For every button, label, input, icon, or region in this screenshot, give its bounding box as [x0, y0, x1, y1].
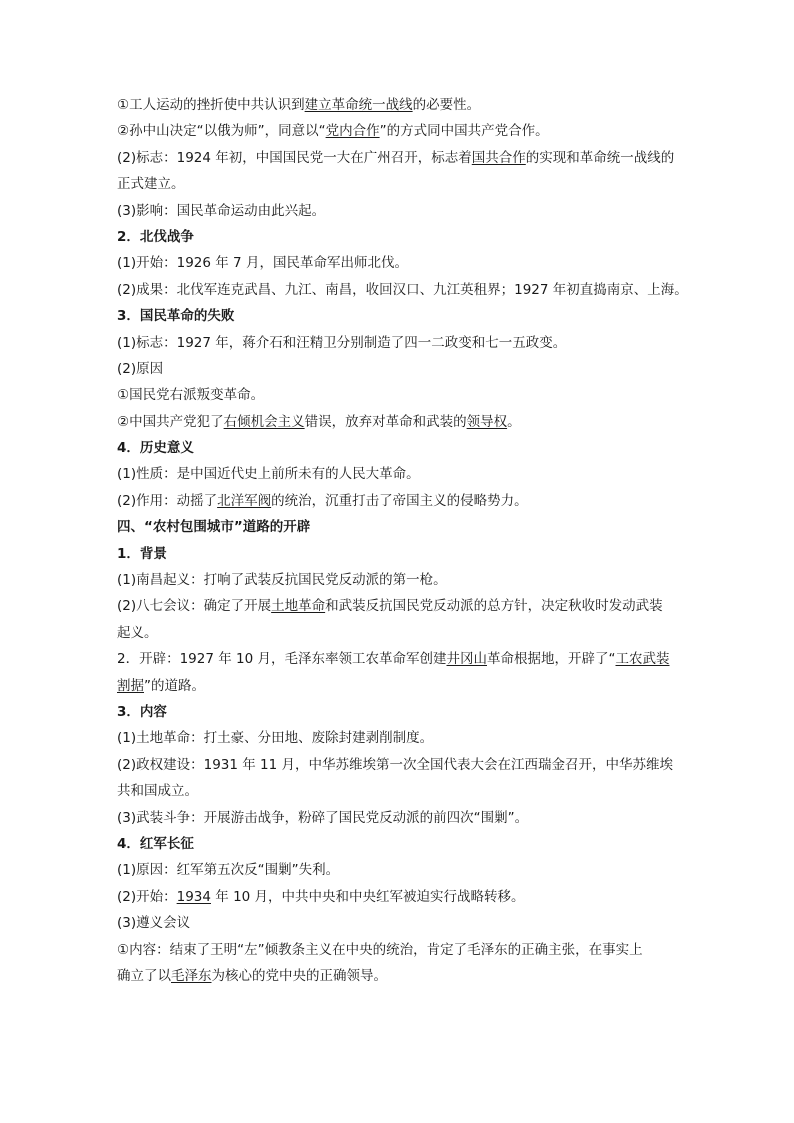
text-segment: (1)性质：是中国近代史上前所未有的人民大革命。	[117, 466, 420, 483]
text-segment: ”的道路。	[144, 677, 205, 694]
text-line	[117, 118, 682, 144]
text-line	[117, 884, 682, 910]
text-segment: 的必要性。	[412, 97, 481, 113]
text-line	[117, 752, 682, 778]
section-heading	[117, 303, 682, 329]
text-line	[117, 171, 682, 197]
text-line	[117, 857, 682, 883]
text-line	[117, 963, 682, 989]
section-heading	[117, 514, 682, 540]
text-segment: (1)土地革命：打土豪、分田地、废除封建剥削制度。	[117, 730, 434, 747]
section-heading	[117, 541, 682, 567]
underlined-key-term: 党内合作	[325, 123, 380, 140]
section-heading	[117, 699, 682, 725]
text-line	[117, 805, 682, 831]
text-segment: ②孙中山决定“以俄为师”，同意以“	[117, 123, 326, 140]
text-line	[117, 646, 682, 672]
text-line	[117, 620, 682, 646]
text-segment: (2)标志：1924 年初，中国国民党一大在广州召开，标志着	[117, 149, 472, 166]
document-page	[117, 92, 688, 989]
text-segment: 的统治，沉重打击了帝国主义的侵略势力。	[271, 492, 528, 509]
underlined-key-term: 土地革命	[271, 598, 326, 615]
text-line	[117, 198, 682, 224]
underlined-key-term: 建立革命统一战线	[304, 97, 413, 113]
text-segment: 。	[507, 413, 521, 430]
underlined-key-term: 国共合作	[471, 149, 526, 166]
text-segment: 4．历史意义	[117, 440, 194, 457]
text-line	[117, 488, 682, 514]
text-segment: ①工人运动的挫折使中共认识到	[117, 97, 305, 113]
text-segment: 3．内容	[117, 703, 167, 720]
underlined-key-term: 右倾机会主义	[223, 413, 305, 430]
text-segment: ①内容：结束了王明“左”倾教条主义在中央的统治，肯定了毛泽东的正确主张，在事实上	[117, 941, 643, 958]
text-segment: ①国民党右派叛变革命。	[117, 387, 265, 404]
underlined-key-term: 毛泽东	[171, 967, 212, 984]
text-line	[117, 725, 682, 751]
text-segment: (3)遵义会议	[117, 915, 191, 932]
underlined-key-term: 割据	[117, 677, 144, 694]
underlined-key-term: 井冈山	[446, 651, 487, 668]
text-segment: 2．开辟：1927 年 10 月，毛泽东率领工农革命军创建	[117, 651, 447, 668]
text-segment: 的实现和革命统一战线的	[525, 149, 675, 166]
text-segment: 错误，放弃对革命和武装的	[304, 413, 467, 430]
text-line	[117, 277, 688, 303]
text-segment: ”的方式同中国共产党合作。	[379, 123, 549, 140]
text-segment: (2)成果：北伐军连克武昌、九江、南昌，收回汉口、九江英租界；1927 年初直捣南京、上海。	[117, 281, 688, 298]
text-line	[117, 382, 682, 408]
text-segment: (1)标志：1927 年，蒋介石和汪精卫分别制造了四一二政变和七一五政变。	[117, 334, 567, 351]
text-line	[117, 409, 682, 435]
text-segment: 正式建立。	[117, 176, 185, 193]
text-segment: 为核心的党中央的正确领导。	[211, 967, 387, 984]
text-line	[117, 461, 682, 487]
text-segment: 1．背景	[117, 545, 167, 562]
text-segment: 确立了以	[117, 967, 171, 984]
text-line	[117, 567, 682, 593]
text-segment: 共和国成立。	[117, 783, 198, 800]
text-segment: 年 10 月，中共中央和中央红军被迫实行战略转移。	[210, 888, 525, 905]
text-segment: (2)作用：动摇了	[117, 492, 218, 509]
underlined-key-term: 工农武装	[615, 651, 670, 668]
text-segment: ②中国共产党犯了	[117, 413, 224, 430]
text-segment: 四、“农村包围城市”道路的开辟	[117, 519, 311, 536]
text-segment: 起义。	[117, 624, 158, 641]
text-segment: 3．国民革命的失败	[117, 308, 235, 325]
text-segment: (2)原因	[117, 360, 164, 377]
text-line	[117, 250, 682, 276]
text-segment: (1)原因：红军第五次反“围剿”失利。	[117, 862, 340, 879]
text-line	[117, 937, 682, 963]
text-segment: (3)影响：国民革命运动由此兴起。	[117, 202, 326, 219]
text-line	[117, 778, 682, 804]
text-line	[117, 330, 682, 356]
text-segment: (1)南昌起义：打响了武装反抗国民党反动派的第一枪。	[117, 572, 447, 589]
text-line	[117, 145, 682, 171]
text-segment: (1)开始：1926 年 7 月，国民革命军出师北伐。	[117, 255, 408, 272]
underlined-key-term: 领导权	[466, 413, 508, 430]
text-segment: (2)开始：	[117, 888, 177, 905]
section-heading	[117, 831, 682, 857]
text-segment: (2)八七会议：确定了开展	[117, 598, 272, 615]
text-segment: 革命根据地，开辟了“	[487, 651, 616, 668]
underlined-key-term: 北洋军阀	[217, 492, 272, 509]
text-line	[117, 92, 682, 118]
text-line	[117, 593, 682, 619]
text-segment: 和武装反抗国民党反动派的总方针，决定秋收时发动武装	[325, 598, 663, 615]
text-segment: 4．红军长征	[117, 835, 194, 852]
text-segment: (2)政权建设：1931 年 11 月，中华苏维埃第一次全国代表大会在江西瑞金召开，中华苏维埃	[117, 756, 674, 773]
text-line	[117, 356, 682, 382]
text-segment: 2．北伐战争	[117, 228, 194, 245]
text-line	[117, 673, 682, 699]
text-line	[117, 910, 682, 936]
underlined-key-term: 1934	[176, 888, 211, 905]
text-segment: (3)武装斗争：开展游击战争，粉碎了国民党反动派的前四次“围剿”。	[117, 809, 529, 826]
section-heading	[117, 435, 682, 461]
section-heading	[117, 224, 682, 250]
